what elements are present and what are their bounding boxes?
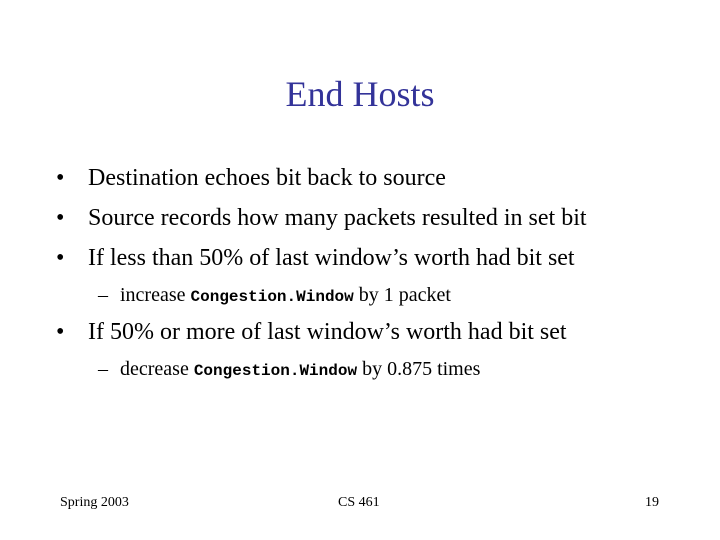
sub-bullet-marker: – (98, 284, 108, 306)
footer-date: Spring 2003 (60, 495, 129, 510)
footer-course: CS 461 (338, 495, 380, 510)
sub-bullet-2 (98, 356, 480, 384)
bullet-text: Source records how many packets resulted in set bit (88, 205, 587, 231)
sub-bullet-code: Congestion.Window (193, 362, 358, 380)
sub-bullet-text-after: by 1 packet (353, 284, 451, 306)
bullet-text: If 50% or more of last window’s worth had bit set (88, 319, 567, 345)
bullet-marker: • (56, 245, 65, 271)
sub-bullet-marker: – (98, 358, 108, 380)
bullet-item-4 (56, 317, 567, 347)
sub-bullet-text-after: by 0.875 times (357, 358, 481, 380)
bullet-marker: • (56, 205, 65, 231)
sub-bullet-text-before: decrease (120, 358, 194, 380)
sub-bullet-code: Congestion.Window (190, 288, 354, 306)
footer-page-number: 19 (645, 495, 659, 510)
slide-title: End Hosts (285, 74, 435, 114)
sub-bullet-1 (98, 282, 451, 310)
bullet-marker: • (56, 165, 65, 191)
bullet-item-1 (56, 163, 446, 193)
sub-bullet-text-before: increase (120, 284, 191, 306)
bullet-text: Destination echoes bit back to source (88, 165, 446, 191)
bullet-item-2 (56, 203, 587, 233)
bullet-item-3 (56, 243, 575, 273)
bullet-marker: • (56, 319, 65, 345)
bullet-text: If less than 50% of last window’s worth had bit set (88, 245, 575, 271)
